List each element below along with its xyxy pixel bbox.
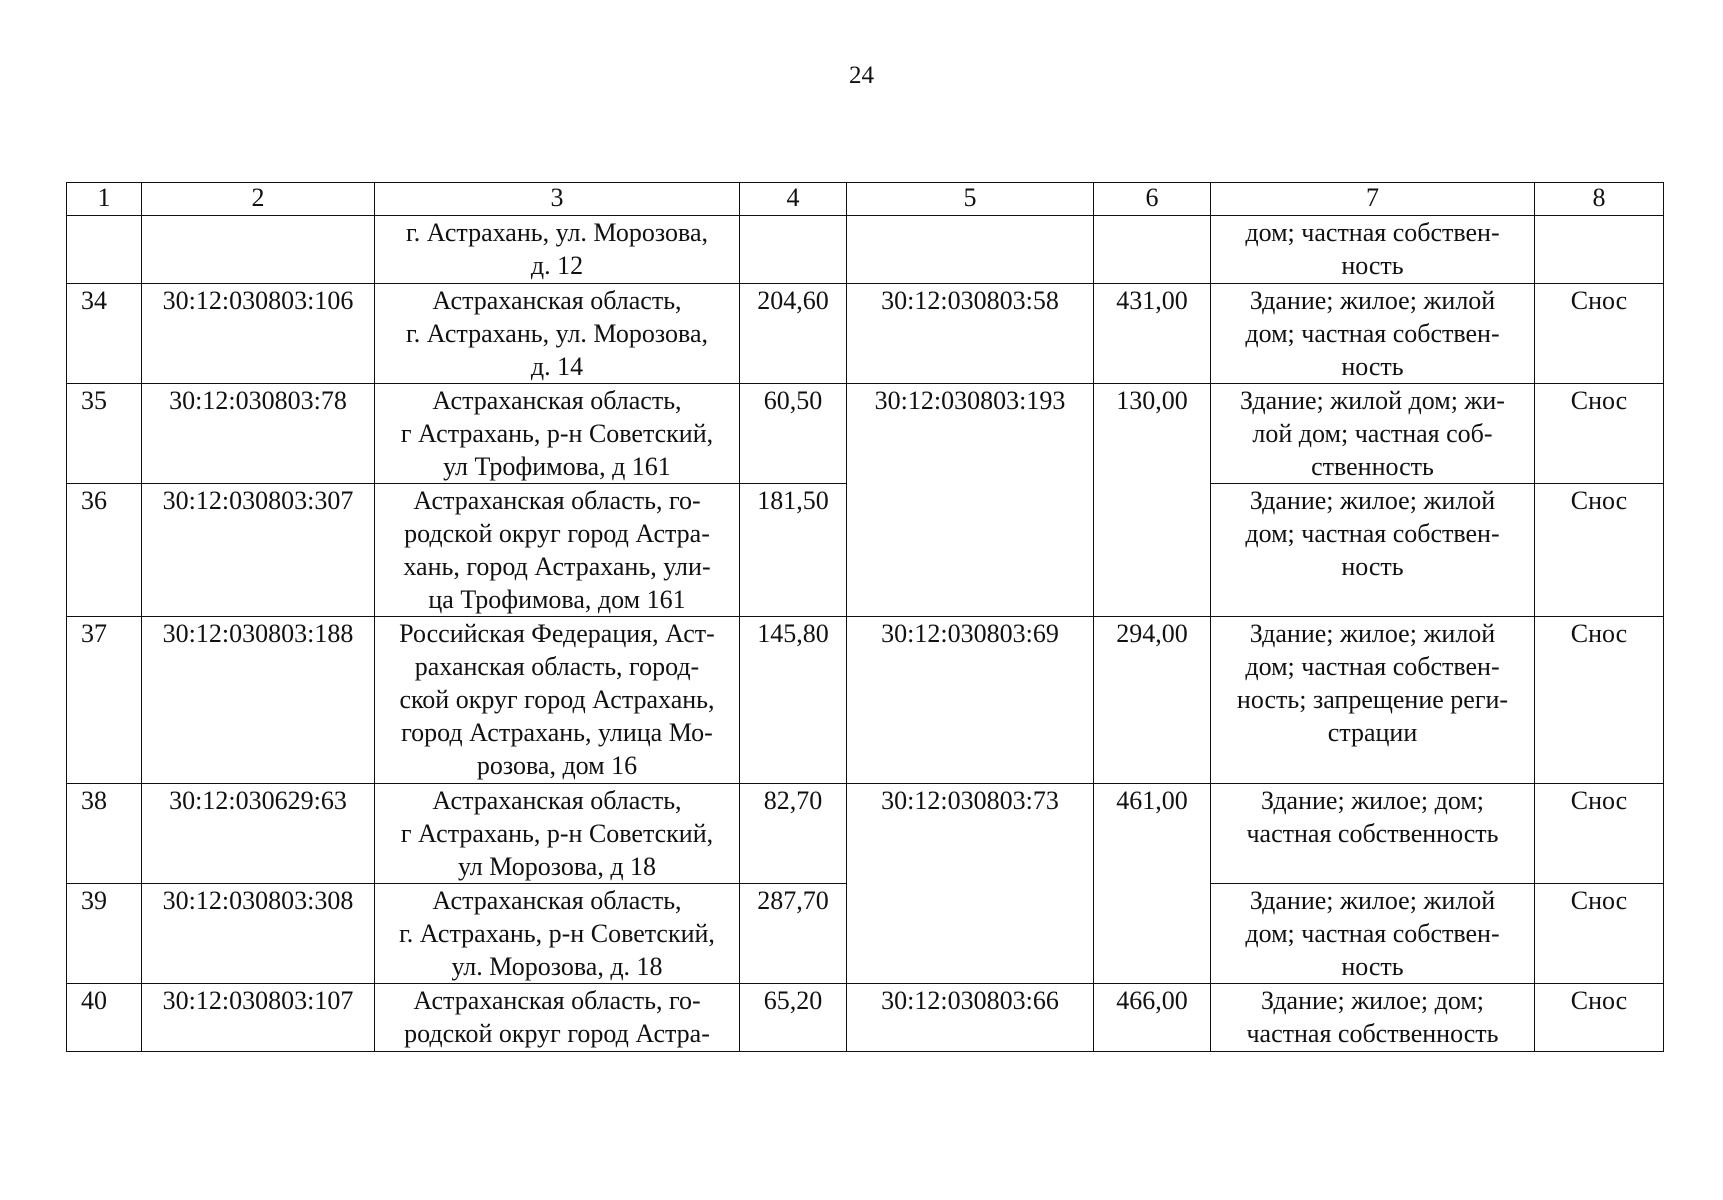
area-cell: 287,70	[740, 884, 847, 984]
cadastral-cell: 30:12:030803:107	[142, 984, 375, 1052]
description-cell	[1211, 484, 1535, 617]
description-line: страции	[1327, 718, 1418, 747]
description-cell	[1211, 984, 1535, 1052]
land-area-cell	[1094, 216, 1211, 284]
header-cell: 7	[1211, 183, 1535, 216]
num-cell: 34	[67, 284, 142, 384]
address-cell	[375, 784, 740, 884]
address-line: г Астрахань, р-н Советский,	[400, 419, 714, 448]
description-line: Здание; жилое; дом;	[1260, 786, 1485, 815]
land-parcel-cell: 30:12:030803:193	[847, 384, 1094, 617]
table-row	[67, 984, 1664, 1052]
address-line: д. 12	[530, 251, 584, 280]
header-cell: 4	[740, 183, 847, 216]
description-line: Здание; жилое; жилой	[1249, 886, 1496, 915]
area-cell: 204,60	[740, 284, 847, 384]
area-cell: 82,70	[740, 784, 847, 884]
land-parcel-cell: 30:12:030803:58	[847, 284, 1094, 384]
header-cell: 8	[1535, 183, 1664, 216]
land-parcel-cell: 30:12:030803:66	[847, 984, 1094, 1052]
property-table	[66, 182, 1664, 1052]
address-line: ул Трофимова, д 161	[443, 452, 671, 481]
action-cell: Снос	[1535, 484, 1664, 617]
description-line: ность	[1341, 552, 1404, 581]
address-line: г. Астрахань, ул. Морозова,	[406, 319, 708, 348]
description-cell	[1211, 384, 1535, 484]
num-cell: 35	[67, 384, 142, 484]
land-parcel-cell: 30:12:030803:69	[847, 617, 1094, 784]
num-cell: 36	[67, 484, 142, 617]
description-cell	[1211, 617, 1535, 784]
address-line: ул. Морозова, д. 18	[451, 952, 663, 981]
num-cell	[67, 216, 142, 284]
land-area-cell: 461,00	[1094, 784, 1211, 984]
action-cell	[1535, 216, 1664, 284]
description-line: частная собственность	[1246, 819, 1499, 848]
address-cell	[375, 984, 740, 1052]
address-cell	[375, 216, 740, 284]
address-line: город Астрахань, улица Мо-	[401, 718, 713, 747]
num-cell: 40	[67, 984, 142, 1052]
address-line: раханская область, город-	[414, 652, 700, 681]
land-area-cell: 431,00	[1094, 284, 1211, 384]
land-area-cell: 466,00	[1094, 984, 1211, 1052]
header-cell: 2	[142, 183, 375, 216]
address-line: Астраханская область, го-	[413, 986, 701, 1015]
description-cell	[1211, 284, 1535, 384]
description-line: ственность	[1311, 452, 1434, 481]
address-line: Российская Федерация, Аст-	[399, 619, 715, 648]
address-line: Астраханская область,	[432, 886, 682, 915]
description-line: дом; частная собствен-	[1245, 319, 1500, 348]
header-cell: 5	[847, 183, 1094, 216]
description-line: ность	[1341, 251, 1404, 280]
cadastral-cell	[142, 216, 375, 284]
page-number: 24	[849, 62, 874, 89]
cadastral-cell: 30:12:030803:307	[142, 484, 375, 617]
description-line: ность	[1341, 952, 1404, 981]
cadastral-cell: 30:12:030803:106	[142, 284, 375, 384]
address-line: розова, дом 16	[476, 751, 638, 780]
address-line: г. Астрахань, ул. Морозова,	[406, 218, 708, 247]
description-line: Здание; жилое; жилой	[1249, 286, 1496, 315]
action-cell: Снос	[1535, 984, 1664, 1052]
cadastral-cell: 30:12:030803:188	[142, 617, 375, 784]
table-row	[67, 384, 1664, 484]
area-cell: 181,50	[740, 484, 847, 617]
description-line: ность	[1341, 352, 1404, 381]
header-cell: 1	[67, 183, 142, 216]
action-cell: Снос	[1535, 384, 1664, 484]
description-line: Здание; жилое; жилой	[1249, 486, 1496, 515]
description-cell	[1211, 216, 1535, 284]
address-line: ул Морозова, д 18	[457, 852, 657, 881]
land-area-cell: 294,00	[1094, 617, 1211, 784]
header-cell: 6	[1094, 183, 1211, 216]
address-line: Астраханская область,	[432, 286, 682, 315]
header-cell: 3	[375, 183, 740, 216]
address-line: родской округ город Астра-	[404, 1019, 710, 1048]
description-line: Здание; жилой дом; жи-	[1240, 386, 1505, 415]
area-cell	[740, 216, 847, 284]
header-row	[67, 183, 1664, 216]
address-cell	[375, 384, 740, 484]
description-line: дом; частная собствен-	[1245, 218, 1500, 247]
address-line: Астраханская область,	[432, 786, 682, 815]
description-line: ность; запрещение реги-	[1236, 685, 1509, 714]
area-cell: 65,20	[740, 984, 847, 1052]
area-cell: 145,80	[740, 617, 847, 784]
address-line: ской округ город Астрахань,	[399, 685, 715, 714]
land-parcel-cell	[847, 216, 1094, 284]
description-line: дом; частная собствен-	[1245, 652, 1500, 681]
address-line: Астраханская область,	[432, 386, 682, 415]
description-cell	[1211, 884, 1535, 984]
cadastral-cell: 30:12:030803:308	[142, 884, 375, 984]
description-line: Здание; жилое; жилой	[1249, 619, 1496, 648]
table-row	[67, 617, 1664, 784]
description-line: дом; частная собствен-	[1245, 519, 1500, 548]
description-line: дом; частная собствен-	[1245, 919, 1500, 948]
address-cell	[375, 284, 740, 384]
address-cell	[375, 884, 740, 984]
table-row	[67, 784, 1664, 884]
action-cell: Снос	[1535, 784, 1664, 884]
table-row	[67, 284, 1664, 384]
description-line: частная собственность	[1246, 1019, 1499, 1048]
action-cell: Снос	[1535, 884, 1664, 984]
num-cell: 37	[67, 617, 142, 784]
address-line: Астраханская область, го-	[413, 486, 701, 515]
address-line: родской округ город Астра-	[404, 519, 710, 548]
table-row-continuation	[67, 216, 1664, 284]
area-cell: 60,50	[740, 384, 847, 484]
land-area-cell: 130,00	[1094, 384, 1211, 617]
land-parcel-cell: 30:12:030803:73	[847, 784, 1094, 984]
cadastral-cell: 30:12:030629:63	[142, 784, 375, 884]
description-line: лой дом; частная соб-	[1252, 419, 1493, 448]
address-line: г. Астрахань, р-н Советский,	[399, 919, 715, 948]
description-cell	[1211, 784, 1535, 884]
address-line: д. 14	[530, 352, 584, 381]
action-cell: Снос	[1535, 617, 1664, 784]
cadastral-cell: 30:12:030803:78	[142, 384, 375, 484]
num-cell: 38	[67, 784, 142, 884]
address-line: г Астрахань, р-н Советский,	[400, 819, 714, 848]
address-cell	[375, 484, 740, 617]
address-line: ца Трофимова, дом 161	[428, 585, 686, 614]
action-cell: Снос	[1535, 284, 1664, 384]
description-line: Здание; жилое; дом;	[1260, 986, 1485, 1015]
num-cell: 39	[67, 884, 142, 984]
address-line: хань, город Астрахань, ули-	[403, 552, 711, 581]
address-cell	[375, 617, 740, 784]
